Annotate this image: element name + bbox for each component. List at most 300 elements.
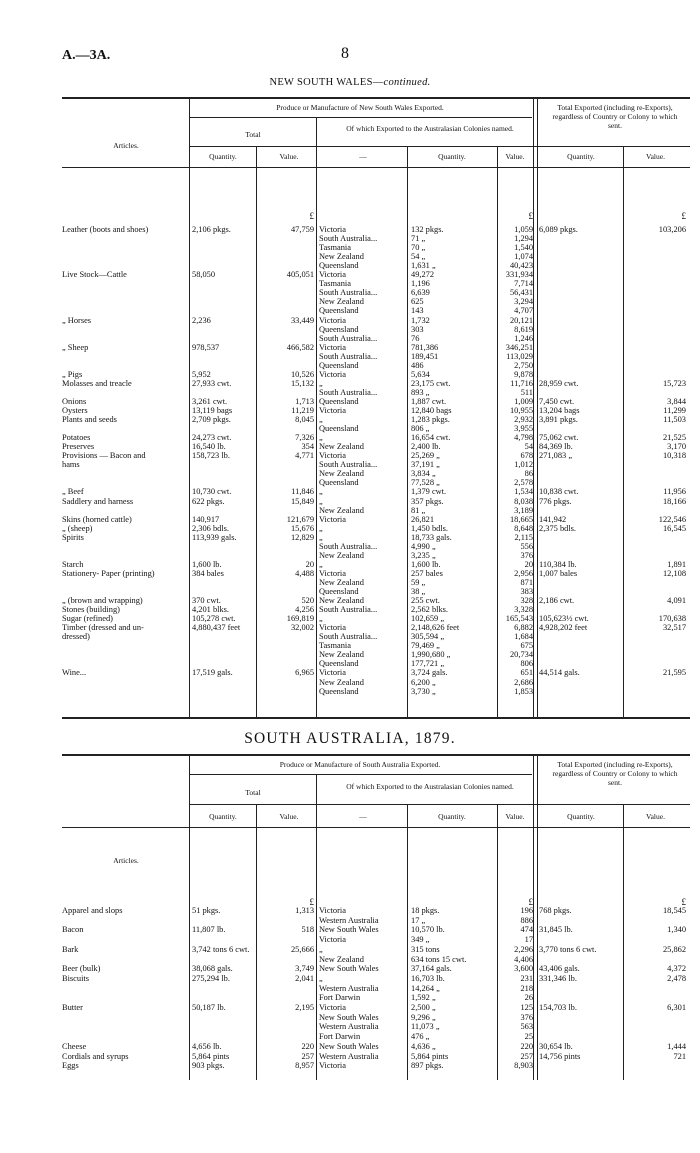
- cell-cq: 2,148,626 feet: [411, 623, 460, 633]
- cell-col: Victoria: [319, 315, 346, 325]
- cell-cq: 5,634: [411, 369, 430, 379]
- cell-art: „ (sheep): [62, 523, 93, 533]
- cell-tq: 113,939 gals.: [192, 532, 237, 542]
- cell-cq: 255 cwt.: [411, 596, 440, 606]
- cell-cv: 1,009: [514, 396, 533, 406]
- cell-ev: 15,723: [662, 378, 686, 388]
- cell-cv: 218: [520, 983, 533, 993]
- cell-cq: 1,196: [411, 279, 430, 289]
- cell-ev: 10,318: [662, 451, 686, 461]
- cell-cv: 3,328: [514, 605, 533, 615]
- cell-cv: 563: [520, 1022, 533, 1032]
- cell-col: South Australia...: [319, 333, 378, 343]
- cell-col: New Zealand: [319, 596, 364, 606]
- cell-ev: 122,546: [658, 514, 686, 524]
- cell-art: Starch: [62, 559, 84, 569]
- cell-ev: 3,844: [667, 396, 686, 406]
- cell-cq: 132 pkgs.: [411, 225, 444, 234]
- cell-tq: 58,050: [192, 270, 216, 280]
- cell-cv: 257: [520, 1051, 533, 1061]
- cell-cv: 8,038: [514, 496, 533, 506]
- cell-eq: 141,942: [539, 514, 567, 524]
- cell-tq: 140,917: [192, 514, 220, 524]
- sa-table-row: [0, 1022, 700, 1032]
- cell-cq: 3,235 „: [411, 550, 436, 560]
- cell-cq: 18 pkgs.: [411, 906, 440, 915]
- nsw-hdr-articles: Articles.: [113, 141, 139, 150]
- cell-col: Western Australia: [319, 983, 379, 993]
- cell-tq: 50,187 lb.: [192, 1003, 226, 1012]
- cell-cv: 2,686: [514, 677, 533, 687]
- cell-tq: 4,656 lb.: [192, 1041, 222, 1051]
- cell-cq: 1,990,680 „: [411, 650, 451, 660]
- cell-cv: 231: [520, 973, 533, 983]
- cell-tq: 158,723 lb.: [192, 451, 230, 461]
- cell-tv: 20: [305, 559, 314, 569]
- cell-ev: 32,517: [662, 623, 686, 633]
- cell-tv: 11,219: [291, 406, 314, 415]
- cell-cq: 9,296 „: [411, 1012, 436, 1022]
- cell-tv: 4,488: [295, 568, 314, 578]
- cell-eq: 30,654 lb.: [539, 1041, 573, 1051]
- cell-cv: 2,750: [514, 360, 533, 370]
- cell-tq: 370 cwt.: [192, 596, 221, 606]
- nsw-hdr-value-total: Value.: [279, 152, 299, 161]
- nsw-hdr-quantity-col: Quantity.: [438, 152, 466, 161]
- cell-col: Queensland: [319, 686, 359, 696]
- cell-col: „: [319, 415, 323, 425]
- sa-pound-col: £: [528, 897, 533, 907]
- cell-col: Western Australia: [319, 1022, 379, 1032]
- cell-cv: 3,600: [514, 964, 533, 974]
- cell-ev: 16,545: [662, 523, 686, 533]
- cell-ev: 11,299: [663, 406, 686, 415]
- cell-eq: 2,375 bdls.: [539, 523, 576, 533]
- cell-art: Bark: [62, 944, 79, 954]
- cell-col: New South Wales: [319, 1012, 379, 1022]
- sa-hdr-value-col: Value.: [505, 812, 525, 821]
- cell-cq: 2,500 „: [411, 1003, 436, 1012]
- cell-col: „: [319, 944, 323, 954]
- nsw-title-main: NEW SOUTH WALES—: [269, 77, 384, 88]
- cell-eq: 7,450 cwt.: [539, 396, 575, 406]
- cell-eq: 154,703 lb.: [539, 1003, 577, 1012]
- cell-cv: 511: [520, 387, 533, 397]
- cell-col: Victoria: [319, 342, 346, 352]
- cell-col: Queensland: [319, 396, 359, 406]
- cell-tv: 1,313: [295, 906, 314, 915]
- cell-col: „: [319, 378, 323, 388]
- cell-tq: 622 pkgs.: [192, 496, 225, 506]
- cell-cv: 2,115: [514, 532, 533, 542]
- sa-table-row: [0, 1003, 700, 1013]
- sa-title: SOUTH AUSTRALIA, 1879.: [244, 730, 456, 747]
- cell-cv: 56,431: [509, 288, 533, 298]
- cell-cv: 10,955: [509, 406, 533, 415]
- cell-art: „ Beef: [62, 487, 84, 497]
- cell-art: Leather (boots and shoes): [62, 225, 149, 234]
- sa-table-row: [0, 906, 700, 916]
- cell-col: Victoria: [319, 935, 346, 945]
- cell-cv: 8,903: [514, 1061, 533, 1071]
- cell-col: Queensland: [319, 478, 359, 488]
- cell-cq: 303: [411, 324, 424, 334]
- cell-tq: 275,294 lb.: [192, 973, 230, 983]
- cell-cq: 10,570 lb.: [411, 925, 445, 935]
- cell-eq: 31,845 lb.: [539, 925, 573, 935]
- cell-col: South Australia...: [319, 605, 378, 615]
- cell-cq: 1,887 cwt.: [411, 396, 447, 406]
- cell-col: „: [319, 973, 323, 983]
- cell-tv: 7,326: [295, 433, 314, 443]
- cell-ev: 3,170: [667, 442, 686, 452]
- cell-cq: 38 „: [411, 587, 426, 596]
- cell-cq: 806 „: [411, 424, 430, 434]
- cell-art: Wine...: [62, 668, 87, 678]
- cell-col: New Zealand: [319, 505, 364, 515]
- cell-eq: 84,369 lb.: [539, 442, 573, 452]
- cell-cq: 6,639: [411, 288, 430, 298]
- cell-art: Apparel and slops: [62, 906, 123, 915]
- cell-cq: 476 „: [411, 1032, 430, 1042]
- cell-cv: 196: [520, 906, 533, 915]
- cell-cv: 6,882: [514, 623, 533, 633]
- cell-col: South Australia...: [319, 387, 378, 397]
- cell-tv: 3,749: [295, 964, 314, 974]
- cell-art: Sugar (refined): [62, 614, 113, 624]
- cell-cq: 71 „: [411, 234, 426, 244]
- cell-cq: 897 pkgs.: [411, 1061, 444, 1071]
- cell-tv: 2,195: [295, 1003, 314, 1012]
- cell-col: New South Wales: [319, 925, 379, 935]
- cell-eq: 110,384 lb.: [539, 559, 577, 569]
- cell-cq: 70 „: [411, 243, 426, 253]
- cell-cq: 6,200 „: [411, 677, 436, 687]
- cell-cq: 305,594 „: [411, 632, 445, 642]
- sa-hdr-total: Total: [245, 788, 261, 797]
- cell-art: Timber (dressed and un-: [62, 623, 144, 633]
- cell-cq: 893 „: [411, 387, 430, 397]
- cell-eq: 43,406 gals.: [539, 964, 580, 974]
- cell-cv: 886: [520, 915, 533, 925]
- sa-table-row: [0, 1061, 700, 1071]
- cell-cv: 678: [520, 451, 533, 461]
- cell-col: New Zealand: [319, 297, 364, 307]
- sa-table-row: [0, 955, 700, 965]
- cell-art: „ Pigs: [62, 369, 83, 379]
- cell-tv: 11,846: [291, 487, 314, 497]
- cell-col: Victoria: [319, 369, 346, 379]
- cell-col: Fort Darwin: [319, 993, 361, 1003]
- cell-tq: 4,201 blks.: [192, 605, 229, 615]
- cell-tq: 16,540 lb.: [192, 442, 226, 452]
- cell-cv: 25: [524, 1032, 533, 1042]
- cell-col: Victoria: [319, 225, 346, 234]
- cell-cv: 1,853: [514, 686, 533, 696]
- cell-ev: 25,862: [662, 944, 686, 954]
- cell-cv: 376: [520, 1012, 533, 1022]
- cell-cv: 3,294: [514, 297, 533, 307]
- cell-cq: 79,469 „: [411, 641, 440, 651]
- cell-cv: 474: [520, 925, 533, 935]
- cell-col: South Australia...: [319, 351, 378, 361]
- cell-col: New Zealand: [319, 469, 364, 479]
- cell-cv: 125: [520, 1003, 533, 1012]
- cell-art: hams: [62, 460, 80, 470]
- cell-ev: 18,545: [662, 906, 686, 915]
- cell-col: Western Australia: [319, 915, 379, 925]
- sa-hdr-total-exported: Total Exported (including re-Exports), regardless of Country or Colony to which sent.: [552, 760, 678, 787]
- cell-cq: 4,636 „: [411, 1041, 436, 1051]
- sa-hdr-quantity-total: Quantity.: [209, 812, 237, 821]
- cell-col: Tasmania: [319, 641, 351, 651]
- cell-cv: 9,878: [514, 369, 533, 379]
- cell-col: Victoria: [319, 623, 346, 633]
- cell-eq: 3,770 tons 6 cwt.: [539, 944, 597, 954]
- cell-cv: 20: [524, 559, 533, 569]
- cell-cq: 25,269 „: [411, 451, 440, 461]
- cell-col: Queensland: [319, 261, 359, 271]
- sa-table-row: [0, 1032, 700, 1042]
- cell-cv: 871: [520, 577, 533, 587]
- cell-art: „ (brown and wrapping): [62, 596, 143, 606]
- cell-cv: 1,534: [514, 487, 533, 497]
- cell-col: South Australia...: [319, 288, 378, 298]
- page-number: 8: [341, 45, 349, 62]
- nsw-hdr-value-exp: Value.: [646, 152, 665, 161]
- cell-eq: 768 pkgs.: [539, 906, 572, 915]
- cell-cq: 349 „: [411, 935, 430, 945]
- cell-cv: 113,029: [506, 351, 533, 361]
- sa-table-row: [0, 945, 700, 955]
- cell-cq: 26,821: [411, 514, 435, 524]
- cell-art: Eggs: [62, 1061, 79, 1071]
- cell-cq: 37,191 „: [411, 460, 440, 470]
- cell-cv: 2,296: [514, 944, 533, 954]
- cell-art: dressed): [62, 632, 90, 642]
- nsw-pound-exp: £: [681, 211, 686, 221]
- cell-cq: 2,400 lb.: [411, 442, 441, 452]
- cell-art: Preserves: [62, 442, 95, 452]
- cell-tq: 10,730 cwt.: [192, 487, 232, 497]
- cell-col: Queensland: [319, 659, 359, 669]
- cell-tv: 466,582: [286, 342, 314, 352]
- cell-eq: 10,838 cwt.: [539, 487, 579, 497]
- cell-cq: 1,379 cwt.: [411, 487, 447, 497]
- cell-tv: 6,965: [295, 668, 314, 678]
- cell-tq: 27,933 cwt.: [192, 378, 232, 388]
- cell-ev: 21,595: [662, 668, 686, 678]
- sa-hdr-value-total: Value.: [279, 812, 299, 821]
- cell-cq: 357 pkgs.: [411, 496, 444, 506]
- cell-eq: 75,062 cwt.: [539, 433, 579, 443]
- nsw-title-continued: continued.: [383, 77, 431, 88]
- cell-cv: 20,121: [509, 315, 533, 325]
- cell-ev: 721: [673, 1051, 686, 1061]
- cell-ev: 6,301: [667, 1003, 686, 1012]
- cell-cv: 220: [520, 1041, 533, 1051]
- cell-col: Victoria: [319, 668, 346, 678]
- cell-cv: 54: [524, 442, 533, 452]
- cell-eq: 105,623½ cwt.: [539, 614, 589, 624]
- cell-art: Stationery- Paper (printing): [62, 568, 155, 578]
- cell-eq: 28,959 cwt.: [539, 378, 579, 388]
- cell-tv: 15,132: [290, 378, 314, 388]
- cell-cq: 18,733 gals.: [411, 532, 452, 542]
- sa-table-row: [0, 964, 700, 974]
- cell-cq: 14,264 „: [411, 983, 440, 993]
- cell-col: Queensland: [319, 306, 359, 316]
- sa-hdr-colonies: Of which Exported to the Australasian Colonies named.: [346, 782, 514, 791]
- cell-col: New South Wales: [319, 1041, 379, 1051]
- cell-tq: 903 pkgs.: [192, 1061, 225, 1071]
- cell-col: „: [319, 433, 323, 443]
- cell-ev: 21,525: [662, 433, 686, 443]
- cell-col: Victoria: [319, 568, 346, 578]
- cell-col: New Zealand: [319, 954, 364, 964]
- cell-cv: 20,734: [509, 650, 533, 660]
- cell-cq: 3,724 gals.: [411, 668, 448, 678]
- cell-cq: 315 tons: [411, 944, 440, 954]
- cell-cv: 1,294: [514, 234, 533, 244]
- cell-art: Oysters: [62, 406, 88, 415]
- cell-tv: 4,771: [295, 451, 314, 461]
- cell-art: Onions: [62, 396, 87, 406]
- cell-cq: 486: [411, 360, 424, 370]
- cell-col: Western Australia: [319, 1051, 379, 1061]
- cell-tq: 3,261 cwt.: [192, 396, 228, 406]
- cell-eq: 331,346 lb.: [539, 973, 577, 983]
- cell-cv: 1,059: [514, 225, 533, 234]
- cell-tq: 105,278 cwt.: [192, 614, 236, 624]
- cell-ev: 170,638: [658, 614, 686, 624]
- cell-eq: 2,186 cwt.: [539, 596, 575, 606]
- cell-col: Victoria: [319, 1003, 346, 1012]
- cell-cq: 625: [411, 297, 424, 307]
- nsw-pound-total: £: [309, 211, 314, 221]
- cell-col: „: [319, 559, 323, 569]
- cell-cq: 11,073 „: [411, 1022, 440, 1032]
- cell-eq: 44,514 gals.: [539, 668, 580, 678]
- sa-hdr-value-exp: Value.: [646, 812, 665, 821]
- sa-table-row: [0, 984, 700, 994]
- cell-cq: 189,451: [411, 351, 439, 361]
- cell-cv: 2,932: [514, 415, 533, 425]
- cell-cv: 1,074: [514, 252, 533, 262]
- sa-hdr-quantity-col: Quantity.: [438, 812, 466, 821]
- cell-tv: 354: [301, 442, 314, 452]
- cell-cq: 49,272: [411, 270, 435, 280]
- cell-ev: 103,206: [658, 225, 686, 234]
- nsw-hdr-value-col: Value.: [505, 152, 525, 161]
- cell-tq: 2,709 pkgs.: [192, 415, 231, 425]
- cell-eq: 13,204 bags: [539, 406, 580, 415]
- nsw-hdr-quantity-total: Quantity.: [209, 152, 237, 161]
- cell-cq: 1,600 lb.: [411, 559, 441, 569]
- cell-cv: 8,648: [514, 523, 533, 533]
- cell-cv: 383: [520, 587, 533, 596]
- cell-art: Skins (horned cattle): [62, 514, 132, 524]
- sa-hdr-dash: —: [359, 812, 367, 821]
- cell-art: Spirits: [62, 532, 84, 542]
- cell-cv: 165,543: [505, 614, 533, 624]
- cell-cq: 17 „: [411, 915, 426, 925]
- cell-art: Biscuits: [62, 973, 89, 983]
- cell-col: South Australia...: [319, 460, 378, 470]
- sa-table-row: [0, 1013, 700, 1023]
- cell-col: South Australia...: [319, 541, 378, 551]
- cell-col: Victoria: [319, 451, 346, 461]
- cell-cq: 1,732: [411, 315, 430, 325]
- cell-tv: 520: [301, 596, 314, 606]
- cell-art: Live Stock—Cattle: [62, 270, 127, 280]
- cell-cq: 54 „: [411, 252, 426, 262]
- cell-tv: 405,051: [286, 270, 314, 280]
- cell-col: Queensland: [319, 360, 359, 370]
- cell-cq: 37,164 gals.: [411, 964, 452, 974]
- cell-art: Butter: [62, 1003, 83, 1012]
- cell-tq: 2,306 bdls.: [192, 523, 229, 533]
- sa-table-row: [0, 935, 700, 945]
- cell-cq: 77,528 „: [411, 478, 440, 488]
- cell-eq: 776 pkgs.: [539, 496, 572, 506]
- sa-table-row: [0, 925, 700, 935]
- cell-cv: 328: [520, 596, 533, 606]
- sa-pound-exp: £: [681, 897, 686, 907]
- cell-cq: 12,840 bags: [411, 406, 452, 415]
- cell-cq: 76: [411, 333, 420, 343]
- cell-cq: 81 „: [411, 505, 426, 515]
- sa-hdr-quantity-exp: Quantity.: [567, 812, 595, 821]
- cell-col: Fort Darwin: [319, 1032, 361, 1042]
- cell-col: New Zealand: [319, 677, 364, 687]
- cell-eq: 6,089 pkgs.: [539, 225, 578, 234]
- cell-tq: 978,537: [192, 342, 220, 352]
- nsw-hdr-dash: —: [359, 152, 367, 161]
- cell-art: Bacon: [62, 925, 84, 935]
- cell-cv: 26: [524, 993, 533, 1003]
- cell-tq: 13,119 bags: [192, 406, 233, 415]
- cell-cq: 177,721 „: [411, 659, 445, 669]
- cell-col: Victoria: [319, 906, 346, 915]
- cell-ev: 1,340: [667, 925, 686, 935]
- cell-cv: 1,684: [514, 632, 533, 642]
- cell-cv: 1,540: [514, 243, 533, 253]
- cell-tv: 47,759: [290, 225, 314, 234]
- cell-cv: 40,423: [509, 261, 533, 271]
- cell-tq: 1,600 lb.: [192, 559, 222, 569]
- sa-table-row: [0, 916, 700, 926]
- cell-eq: 14,756 pints: [539, 1051, 581, 1061]
- cell-cq: 2,562 blks.: [411, 605, 448, 615]
- sa-hdr-produce: Produce or Manufacture of South Australia Exported.: [279, 760, 441, 769]
- cell-cv: 4,707: [514, 306, 533, 316]
- cell-tv: 8,957: [295, 1061, 314, 1071]
- cell-cq: 1,283 pkgs.: [411, 415, 450, 425]
- cell-art: „ Sheep: [62, 342, 89, 352]
- cell-cv: 1,246: [514, 333, 533, 343]
- cell-col: „: [319, 614, 323, 624]
- cell-tv: 1,713: [295, 396, 314, 406]
- cell-cq: 1,631 „: [411, 261, 436, 271]
- nsw-table-row: [0, 687, 700, 697]
- cell-cv: 1,012: [514, 460, 533, 470]
- cell-col: Tasmania: [319, 243, 351, 253]
- cell-cv: 4,406: [514, 954, 533, 964]
- cell-tv: 15,849: [290, 496, 314, 506]
- cell-col: Queensland: [319, 587, 359, 596]
- cell-cv: 18,665: [509, 514, 533, 524]
